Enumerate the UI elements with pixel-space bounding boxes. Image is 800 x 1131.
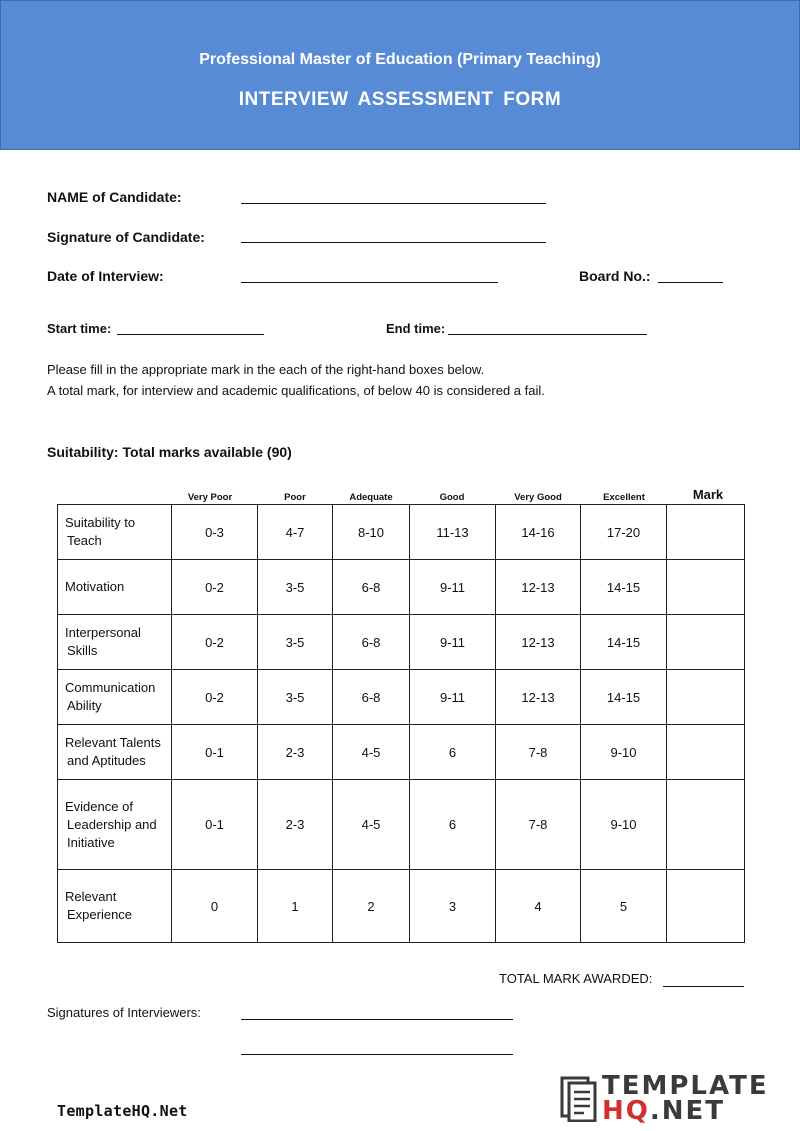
start-time-field[interactable] bbox=[117, 334, 264, 335]
logo-text-template: TEMPLATE bbox=[602, 1071, 769, 1101]
criterion-cell bbox=[58, 670, 172, 725]
document-icon bbox=[560, 1074, 598, 1122]
footer-site-name: TemplateHQ.Net bbox=[57, 1102, 188, 1120]
score-range-cell: 6-8 bbox=[333, 670, 410, 725]
score-range-cell: 9-11 bbox=[410, 560, 496, 615]
score-range-cell: 4-7 bbox=[258, 505, 333, 560]
total-mark-label: TOTAL MARK AWARDED: bbox=[499, 971, 653, 986]
column-header-adequate: Adequate bbox=[349, 492, 393, 503]
criterion-label: Interpersonal bbox=[65, 625, 141, 640]
section-title: Suitability: Total marks available (90) bbox=[47, 444, 292, 460]
start-time-label: Start time: bbox=[47, 321, 112, 336]
logo-text-net: .NET bbox=[649, 1096, 726, 1126]
table-row bbox=[58, 615, 745, 670]
score-range-cell: 14-15 bbox=[581, 615, 667, 670]
score-range-cell: 0-2 bbox=[172, 670, 258, 725]
table-row bbox=[58, 780, 745, 870]
assessment-table bbox=[57, 504, 745, 943]
score-range-cell: 0 bbox=[172, 870, 258, 943]
score-range-cell: 0-2 bbox=[172, 560, 258, 615]
score-range-cell: 0-3 bbox=[172, 505, 258, 560]
criterion-label: Initiative bbox=[67, 834, 115, 850]
mark-column-header: Mark bbox=[692, 487, 724, 502]
candidate-name-field[interactable] bbox=[241, 203, 546, 204]
instruction-line-2: A total mark, for interview and academic qualifications, of below 40 is considered a fail. bbox=[47, 383, 545, 398]
criterion-cell bbox=[58, 725, 172, 780]
column-header-good: Good bbox=[439, 492, 465, 503]
score-range-cell: 6-8 bbox=[333, 560, 410, 615]
criterion-cell bbox=[58, 505, 172, 560]
mark-input-cell[interactable] bbox=[667, 780, 745, 870]
criterion-label: Motivation bbox=[65, 579, 125, 594]
score-range-cell: 9-11 bbox=[410, 670, 496, 725]
criterion-cell bbox=[58, 560, 172, 615]
score-range-cell: 2-3 bbox=[258, 780, 333, 870]
score-range-cell: 4-5 bbox=[333, 780, 410, 870]
score-range-cell: 11-13 bbox=[410, 505, 496, 560]
mark-input-cell[interactable] bbox=[667, 870, 745, 943]
criterion-label: Leadership and bbox=[67, 816, 157, 832]
score-range-cell: 14-15 bbox=[581, 670, 667, 725]
criterion-label: Ability bbox=[67, 698, 102, 713]
header-banner bbox=[0, 0, 800, 150]
candidate-signature-label: Signature of Candidate: bbox=[47, 229, 205, 245]
table-row bbox=[58, 725, 745, 780]
score-range-cell: 9-10 bbox=[581, 725, 667, 780]
templatehq-logo bbox=[560, 1071, 769, 1126]
criterion-label: Suitability to bbox=[65, 515, 136, 530]
table-row bbox=[58, 560, 745, 615]
interviewer-signatures-label: Signatures of Interviewers: bbox=[47, 1005, 201, 1020]
table-row bbox=[58, 670, 745, 725]
score-range-cell: 4-5 bbox=[333, 725, 410, 780]
criterion-label: Evidence of bbox=[65, 798, 133, 814]
score-range-cell: 0-1 bbox=[172, 725, 258, 780]
score-range-cell: 14-15 bbox=[581, 560, 667, 615]
criterion-label: and Aptitudes bbox=[67, 753, 146, 768]
score-range-cell: 3-5 bbox=[258, 670, 333, 725]
board-no-field[interactable] bbox=[658, 282, 723, 283]
criterion-label: Experience bbox=[67, 907, 133, 922]
score-range-cell: 6-8 bbox=[333, 615, 410, 670]
score-range-cell: 8-10 bbox=[333, 505, 410, 560]
score-range-cell: 12-13 bbox=[496, 615, 581, 670]
interview-date-label: Date of Interview: bbox=[47, 268, 164, 284]
score-range-cell: 12-13 bbox=[496, 560, 581, 615]
column-header-excellent: Excellent bbox=[603, 492, 645, 503]
mark-input-cell[interactable] bbox=[667, 725, 745, 780]
interviewer-signature-field-1[interactable] bbox=[241, 1019, 513, 1020]
mark-input-cell[interactable] bbox=[667, 560, 745, 615]
logo-text-hqnet bbox=[602, 1097, 725, 1125]
column-header-very-good: Very Good bbox=[514, 492, 562, 503]
criterion-label: Teach bbox=[67, 533, 102, 548]
criterion-cell bbox=[58, 780, 172, 870]
board-no-label: Board No.: bbox=[579, 268, 651, 284]
criterion-label: Communication bbox=[65, 680, 156, 695]
total-mark-field[interactable] bbox=[663, 986, 744, 987]
score-range-cell: 2-3 bbox=[258, 725, 333, 780]
score-range-cell: 0-1 bbox=[172, 780, 258, 870]
score-range-cell: 5 bbox=[581, 870, 667, 943]
interviewer-signature-field-2[interactable] bbox=[241, 1054, 513, 1055]
table-row bbox=[58, 870, 745, 943]
score-range-cell: 3-5 bbox=[258, 615, 333, 670]
score-range-cell: 0-2 bbox=[172, 615, 258, 670]
criterion-cell bbox=[58, 870, 172, 943]
score-range-cell: 6 bbox=[410, 780, 496, 870]
score-range-cell: 9-10 bbox=[581, 780, 667, 870]
interview-date-field[interactable] bbox=[241, 282, 498, 283]
criterion-label: Relevant bbox=[65, 889, 117, 904]
score-range-cell: 6 bbox=[410, 725, 496, 780]
criterion-label: Skills bbox=[67, 643, 98, 658]
candidate-signature-field[interactable] bbox=[241, 242, 546, 243]
score-range-cell: 14-16 bbox=[496, 505, 581, 560]
score-range-cell: 12-13 bbox=[496, 670, 581, 725]
score-range-cell: 17-20 bbox=[581, 505, 667, 560]
score-range-cell: 3-5 bbox=[258, 560, 333, 615]
criterion-label: Relevant Talents bbox=[65, 735, 161, 750]
mark-input-cell[interactable] bbox=[667, 505, 745, 560]
score-range-cell: 1 bbox=[258, 870, 333, 943]
criterion-cell bbox=[58, 615, 172, 670]
program-subtitle: Professional Master of Education (Primary Teaching) bbox=[199, 51, 601, 68]
score-range-cell: 9-11 bbox=[410, 615, 496, 670]
table-row bbox=[58, 505, 745, 560]
score-range-cell: 3 bbox=[410, 870, 496, 943]
column-header-poor: Poor bbox=[284, 492, 306, 503]
candidate-name-label: NAME of Candidate: bbox=[47, 189, 182, 205]
score-range-cell: 4 bbox=[496, 870, 581, 943]
column-header-very-poor: Very Poor bbox=[187, 492, 233, 503]
score-range-cell: 7-8 bbox=[496, 725, 581, 780]
end-time-field[interactable] bbox=[448, 334, 647, 335]
logo-text-hq: HQ bbox=[602, 1096, 650, 1126]
mark-input-cell[interactable] bbox=[667, 670, 745, 725]
instruction-line-1: Please fill in the appropriate mark in the each of the right-hand boxes below. bbox=[47, 362, 485, 377]
score-range-cell: 2 bbox=[333, 870, 410, 943]
mark-input-cell[interactable] bbox=[667, 615, 745, 670]
score-range-cell: 7-8 bbox=[496, 780, 581, 870]
end-time-label: End time: bbox=[386, 321, 446, 336]
form-title: INTERVIEW ASSESSMENT FORM bbox=[238, 89, 562, 110]
